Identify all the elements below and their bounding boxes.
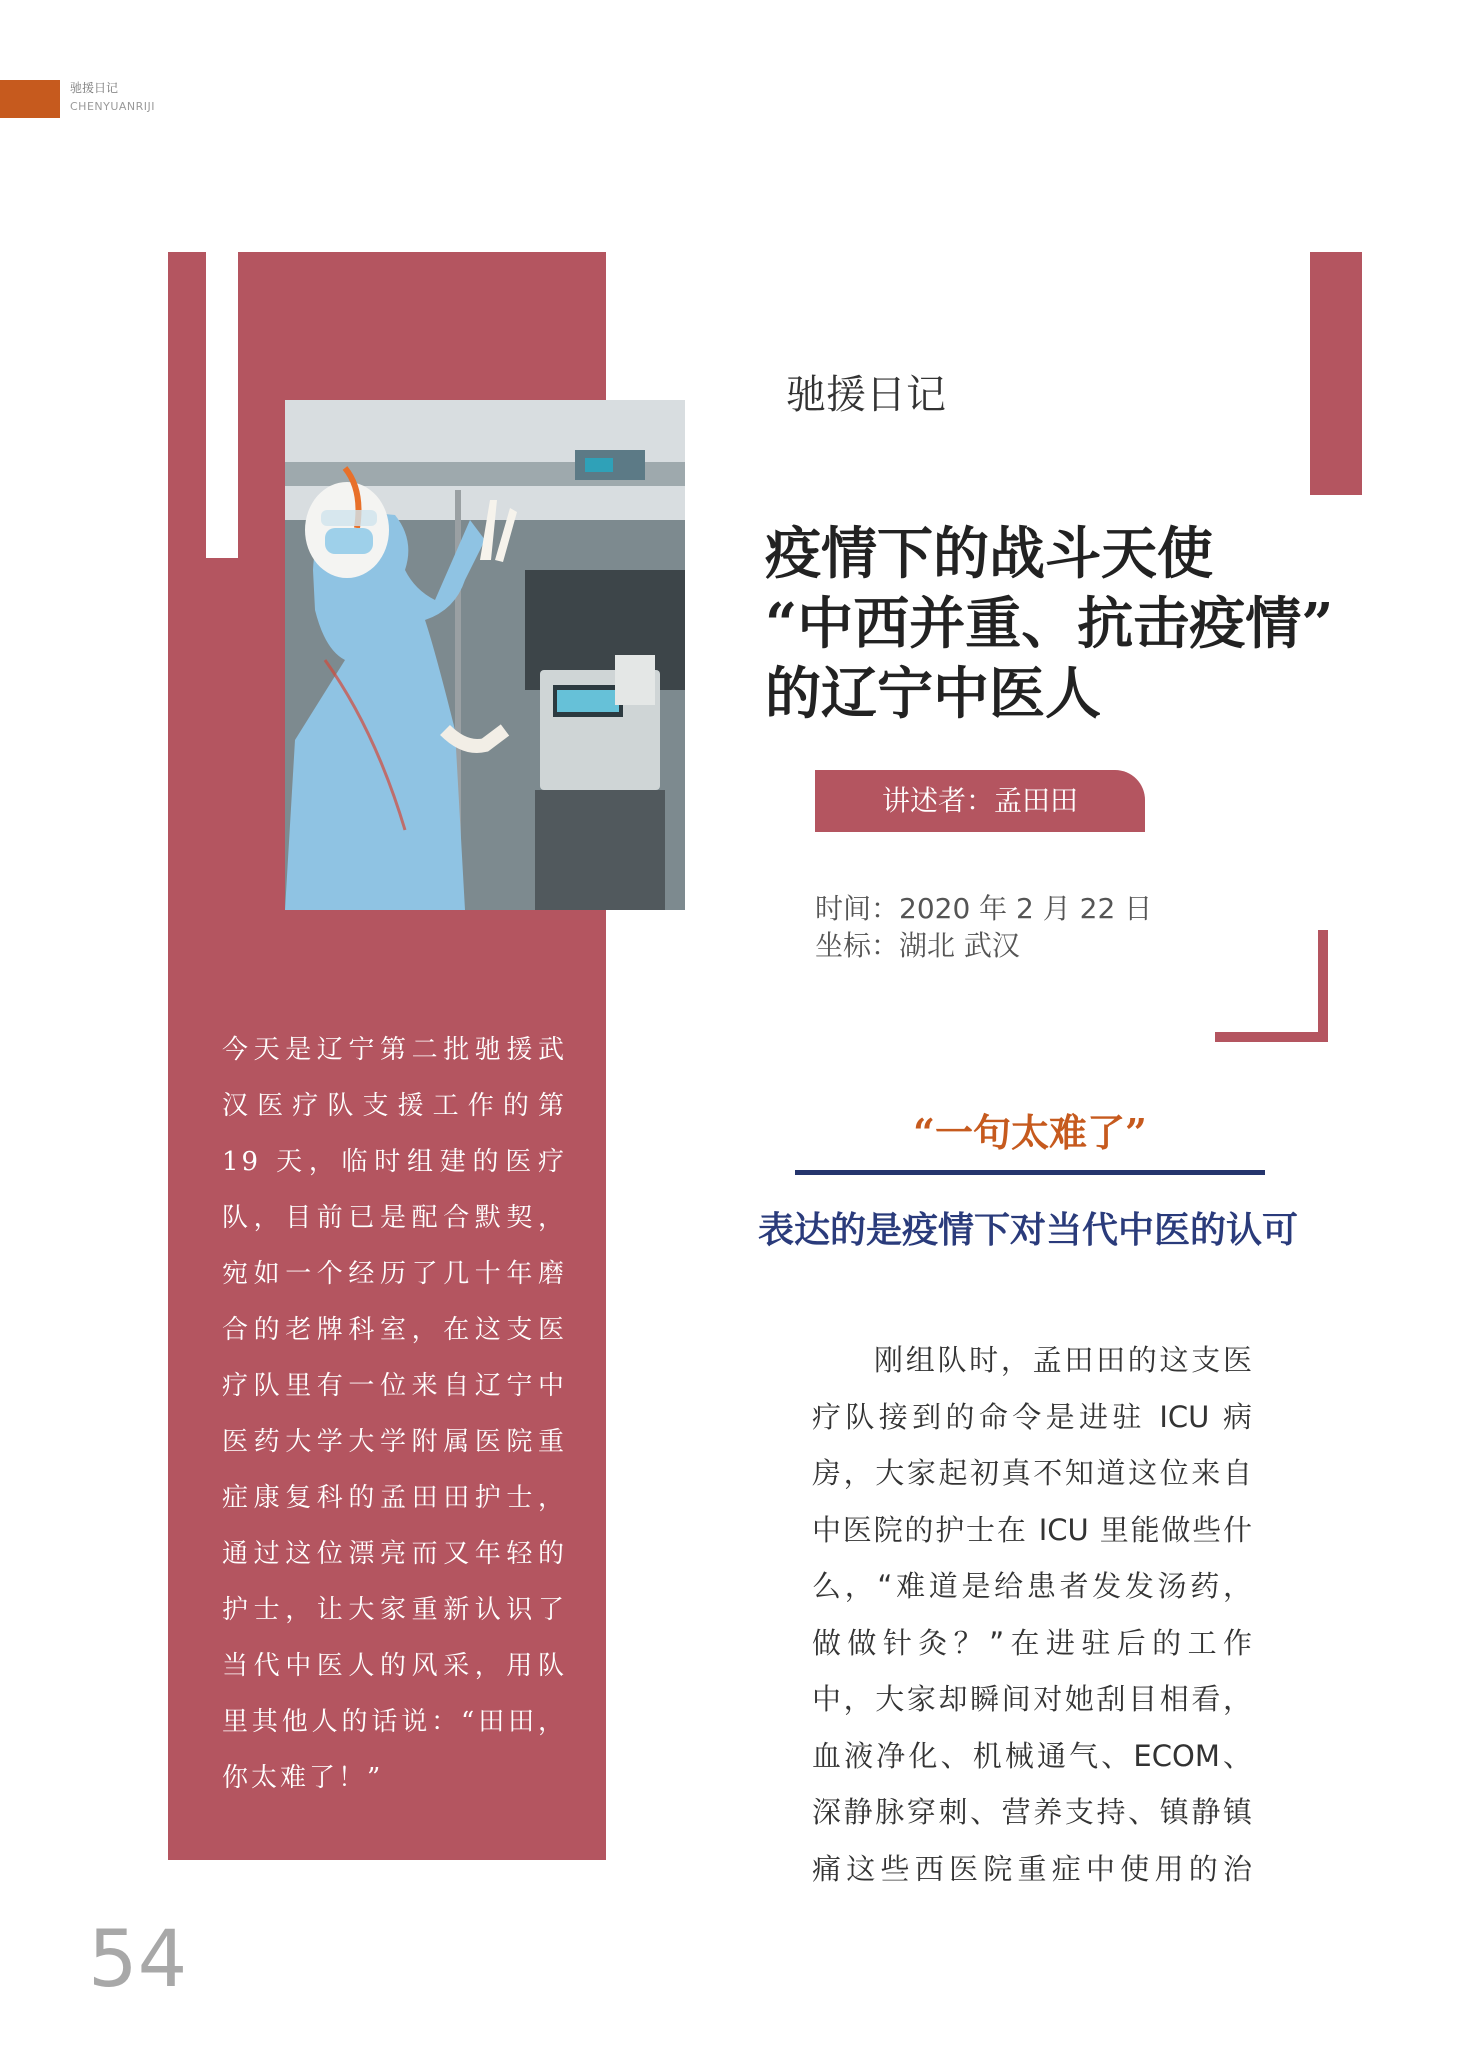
sidebar-line: 汉医疗队支援工作的第 — [222, 1091, 567, 1121]
sidebar-paragraph — [222, 1022, 567, 1806]
body-line: 疗队接到的命令是进驻 ICU 病 — [812, 1399, 1252, 1434]
body-line: 痛这些西医院重症中使用的治 — [812, 1851, 1252, 1886]
header-tab-mark — [0, 80, 60, 118]
body-line: 么，“难道是给患者发发汤药， — [812, 1569, 1252, 1603]
corner-decoration-vertical — [1318, 930, 1328, 1042]
sidebar-line: 医药大学大学附属医院重 — [222, 1427, 567, 1457]
sidebar-line: 症康复科的孟田田护士， — [222, 1483, 567, 1513]
header-section-en: CHENYUANRIJI — [70, 100, 156, 113]
body-line: 刚组队时，孟田田的这支医 — [874, 1343, 1252, 1377]
article-location: 坐标：湖北 武汉 — [815, 929, 1020, 962]
body-line: 房，大家起初真不知道这位来自 — [812, 1456, 1252, 1490]
body-line: 做做针灸？”在进驻后的工作 — [812, 1625, 1252, 1660]
article-title-line-2: “中西并重、抗击疫情” — [765, 591, 1334, 657]
page-number: 54 — [88, 1915, 188, 2005]
red-frame-right-bar — [1310, 252, 1362, 495]
sidebar-line: 里其他人的话说：“田田， — [222, 1707, 567, 1737]
pull-quote-heading: “一句太难了” — [913, 1110, 1147, 1155]
sidebar-line: 通过这位漂亮而又年轻的 — [222, 1539, 567, 1569]
divider-rule — [795, 1170, 1265, 1175]
sidebar-line: 当代中医人的风采，用队 — [222, 1651, 567, 1681]
section-label: 驰援日记 — [786, 372, 946, 418]
corner-decoration-horizontal — [1215, 1032, 1328, 1042]
body-line: 中，大家却瞬间对她刮目相看， — [812, 1682, 1252, 1716]
header-section-cn: 驰援日记 — [70, 81, 119, 95]
body-paragraph — [812, 1332, 1252, 1897]
sidebar-line: 队，目前已是配合默契， — [222, 1203, 567, 1233]
red-frame-left-strip — [168, 252, 206, 558]
nurse-photo — [285, 400, 685, 910]
sidebar-line: 你太难了！” — [222, 1763, 384, 1793]
body-line: 中医院的护士在 ICU 里能做些什 — [812, 1512, 1252, 1547]
sidebar-line: 护士，让大家重新认识了 — [222, 1595, 567, 1625]
sidebar-line: 合的老牌科室，在这支医 — [222, 1315, 567, 1345]
article-title-line-3: 的辽宁中医人 — [765, 661, 1101, 727]
article-title-line-1: 疫情下的战斗天使 — [765, 521, 1213, 587]
sidebar-line: 疗队里有一位来自辽宁中 — [222, 1371, 567, 1401]
body-line: 血液净化、机械通气、ECOM、 — [812, 1738, 1252, 1773]
sidebar-line: 19 天，临时组建的医疗 — [222, 1147, 567, 1177]
body-line: 深静脉穿刺、营养支持、镇静镇 — [812, 1795, 1252, 1829]
subheading: 表达的是疫情下对当代中医的认可 — [757, 1209, 1298, 1251]
sidebar-line: 宛如一个经历了几十年磨 — [222, 1259, 567, 1289]
article-time: 时间：2020 年 2 月 22 日 — [815, 892, 1153, 925]
sidebar-line: 今天是辽宁第二批驰援武 — [222, 1035, 567, 1065]
narrator-badge: 讲述者：孟田田 — [815, 770, 1145, 832]
